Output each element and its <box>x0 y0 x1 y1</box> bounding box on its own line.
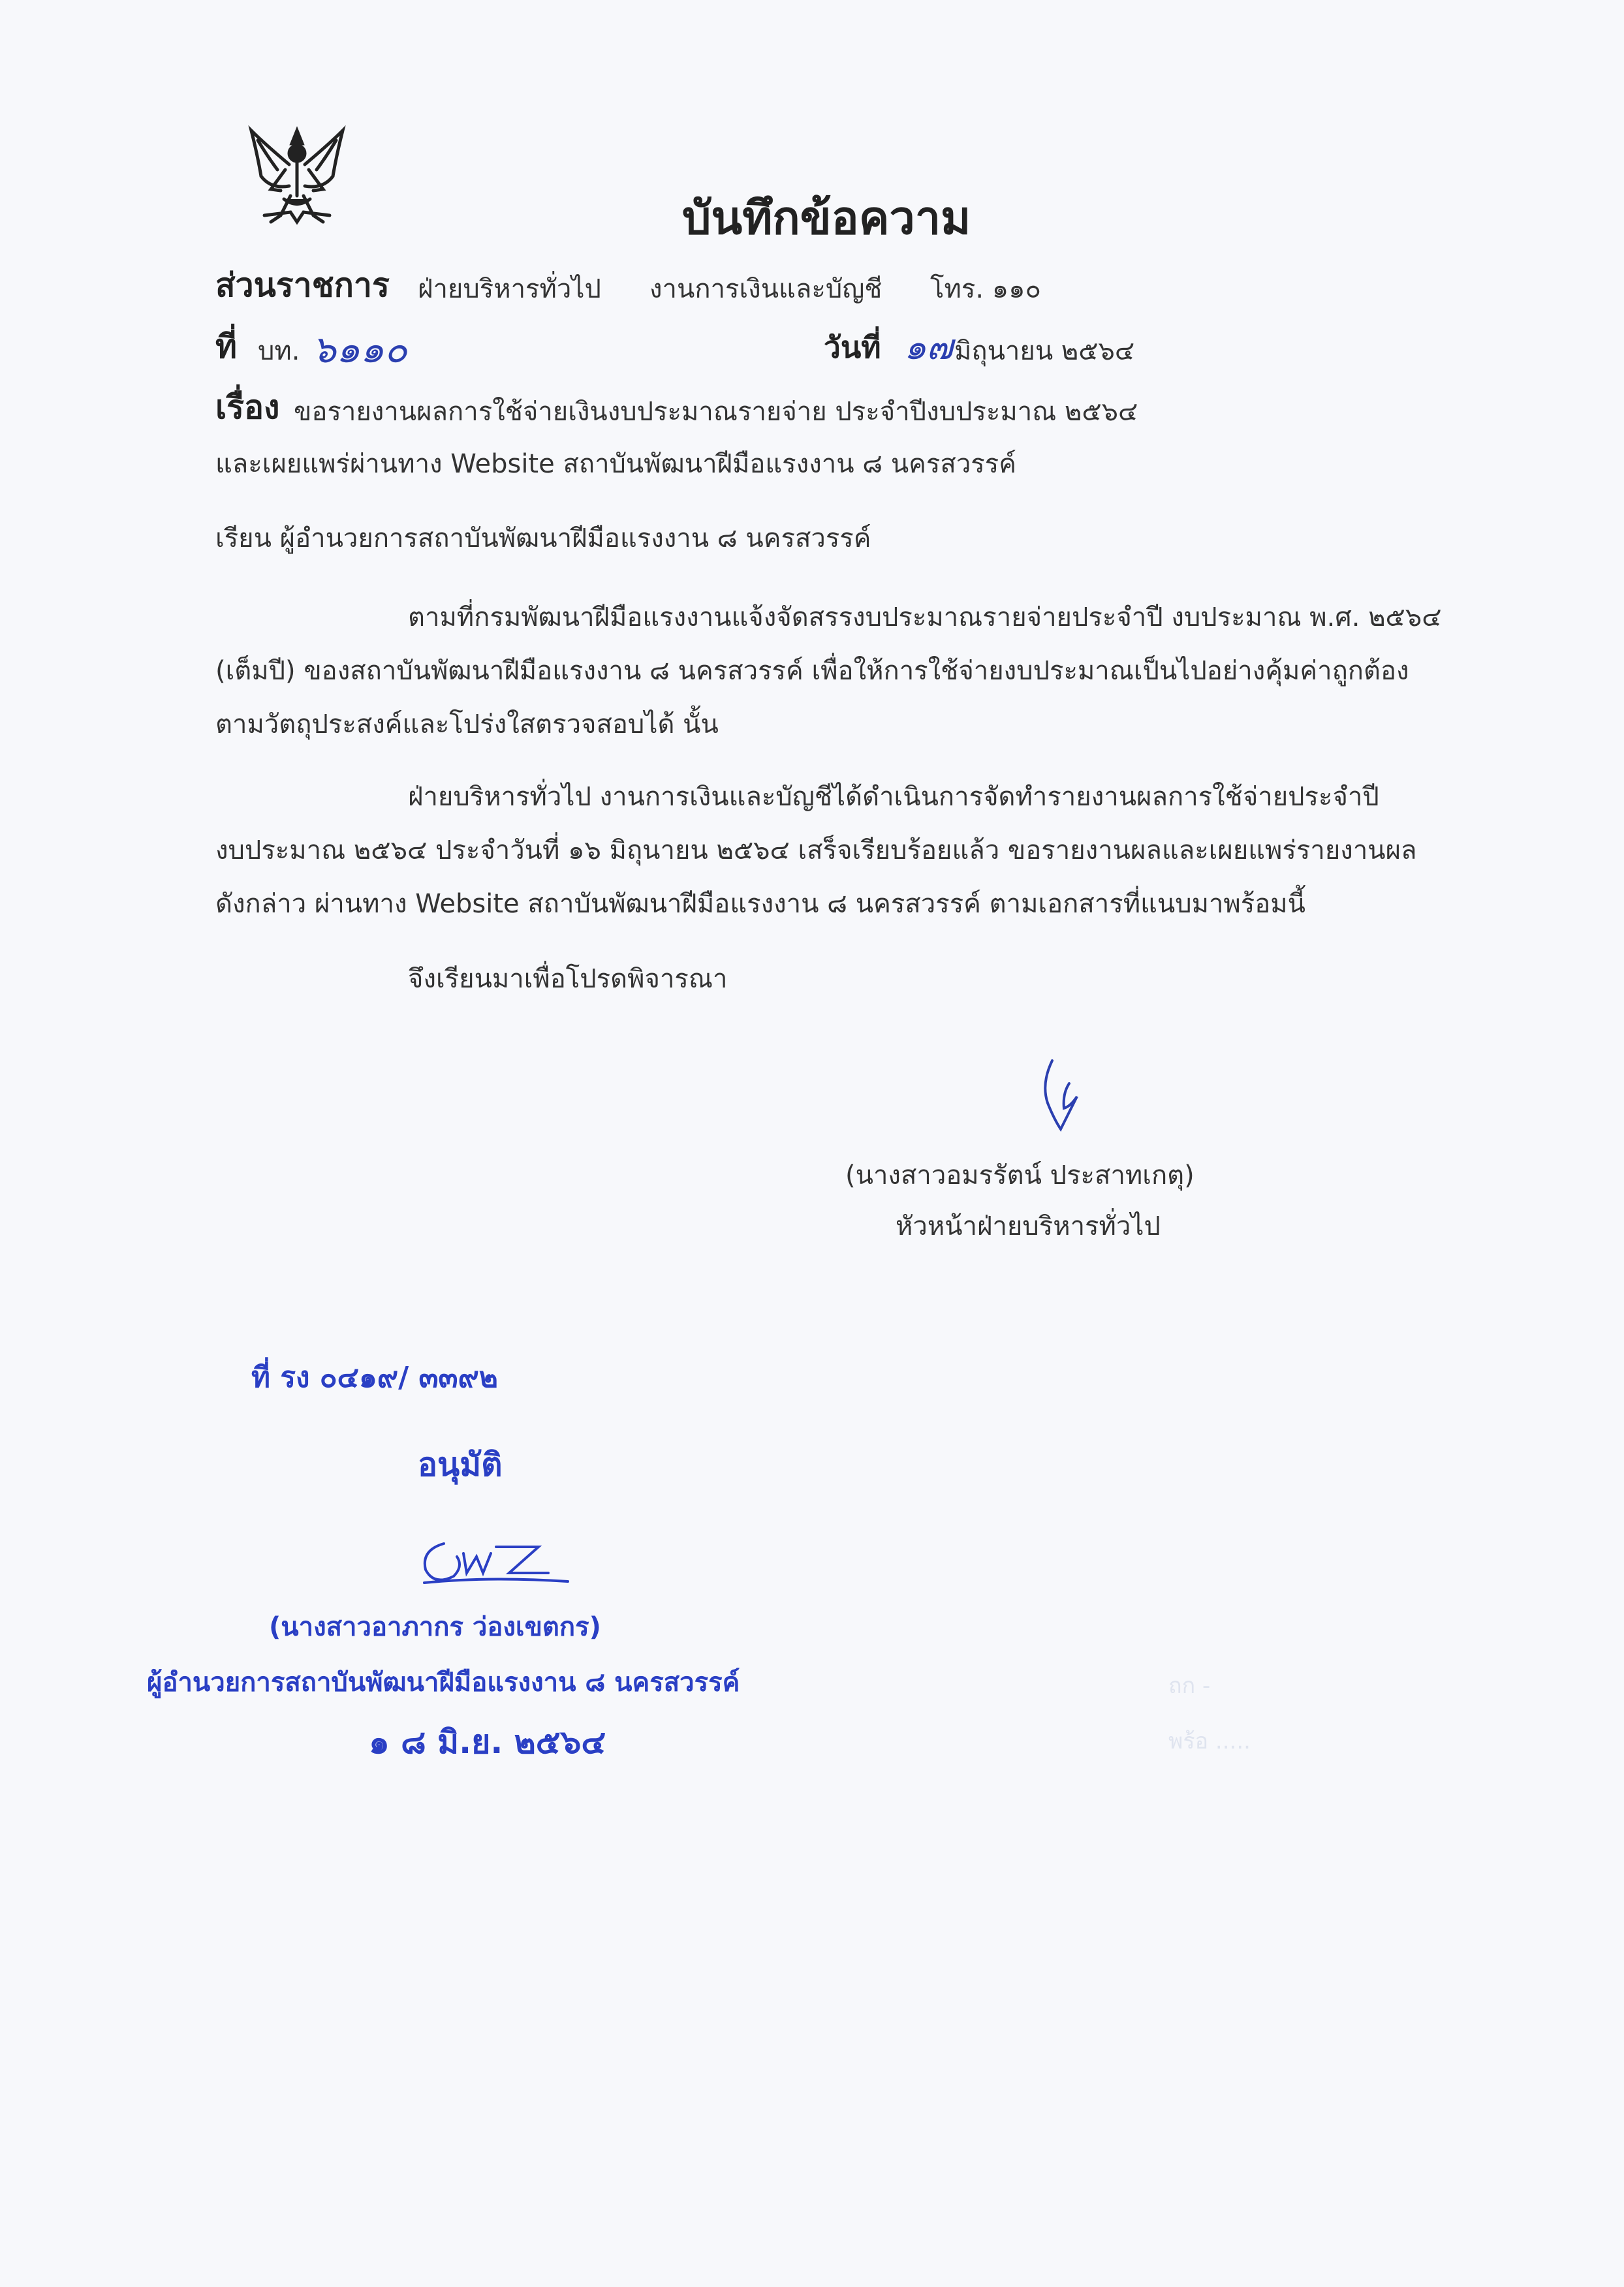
body-p1-line-2: (เต็มปี) ของสถาบันพัฒนาฝีมือแรงงาน ๘ นครสวรรค์ เพื่อให้การใช้จ่ายงบประมาณเป็นไปอย่างคุ้มค่าถูกต้อง <box>215 656 1409 686</box>
body-p2-line-3: ดังกล่าว ผ่านทาง Website สถาบันพัฒนาฝีมือแรงงาน ๘ นครสวรรค์ ตามเอกสารที่แนบมาพร้อมนี้ <box>215 889 1306 919</box>
approver-signature-image <box>418 1531 574 1593</box>
body-p2-line-2: งบประมาณ ๒๕๖๔ ประจำวันที่ ๑๖ มิถุนายน ๒๕๖๔ เสร็จเรียบร้อยแล้ว ขอรายงานผลและเผยแพร่รายงานผล <box>215 835 1417 865</box>
date-label: วันที่ <box>824 330 881 365</box>
approver-position-stamp: ผู้อำนวยการสถาบันพัฒนาฝีมือแรงงาน ๘ นครสวรรค์ <box>147 1668 740 1698</box>
body-p1-line-3: ตามวัตถุประสงค์และโปร่งใสตรวจสอบได้ นั้น <box>215 709 719 739</box>
memo-title: บันทึกข้อความ <box>682 191 971 245</box>
bleed-through-mark: ถก - <box>1168 1673 1211 1699</box>
ref-label: ที่ <box>215 328 237 366</box>
salutation: เรียน ผู้อำนวยการสถาบันพัฒนาฝีมือแรงงาน ๘ นครสวรรค์ <box>215 523 871 553</box>
subject-line-1: ขอรายงานผลการใช้จ่ายเงินงบประมาณรายจ่าย ประจำปีงบประมาณ ๒๕๖๔ <box>294 397 1138 427</box>
date-day-handwritten: ๑๗ <box>904 326 953 367</box>
signer-position: หัวหน้าฝ่ายบริหารทั่วไป <box>896 1211 1161 1241</box>
approval-date-stamp: ๑ ๘ มิ.ย. ๒๕๖๔ <box>369 1723 606 1761</box>
approval-ref-stamp: ที่ รง ๐๔๑๙/ ๓๓๙๒ <box>251 1361 498 1394</box>
approver-name-stamp: (นางสาวอาภากร ว่องเขตกร) <box>269 1612 601 1642</box>
section-dept: งานการเงินและบัญชี <box>649 274 882 304</box>
body-paragraph-2 <box>215 770 1488 931</box>
ref-number-handwritten: ๖๑๑๐ <box>312 327 407 371</box>
approval-status-stamp: อนุมัติ <box>418 1446 503 1484</box>
section-value: ฝ่ายบริหารทั่วไป <box>418 274 601 304</box>
closing-line: จึงเรียนมาเพื่อโปรดพิจารณา <box>408 964 728 994</box>
section-label: ส่วนราชการ <box>215 266 390 304</box>
section-tel: โทร. ๑๑๐ <box>930 274 1041 304</box>
body-paragraph-1 <box>215 591 1488 751</box>
date-month-year: มิถุนายน ๒๕๖๔ <box>954 336 1135 366</box>
subject-label: เรื่อง <box>215 388 280 426</box>
subject-line-2: และเผยแพร่ผ่านทาง Website สถาบันพัฒนาฝีมือแรงงาน ๘ นครสวรรค์ <box>215 449 1017 479</box>
body-p1-line-1: ตามที่กรมพัฒนาฝีมือแรงงานแจ้งจัดสรรงบประมาณรายจ่ายประจำปี งบประมาณ พ.ศ. ๒๕๖๔ <box>408 602 1442 632</box>
body-p2-line-1: ฝ่ายบริหารทั่วไป งานการเงินและบัญชีได้ดำเนินการจัดทำรายงานผลการใช้จ่ายประจำปี <box>408 782 1379 812</box>
signer-name: (นางสาวอมรรัตน์ ประสาทเกตุ) <box>845 1160 1195 1190</box>
ref-prefix: บท. <box>258 336 300 366</box>
signature-image <box>1038 1057 1084 1132</box>
garuda-emblem-icon <box>245 117 349 232</box>
bleed-through-mark: พร้อ ..... <box>1168 1728 1251 1754</box>
